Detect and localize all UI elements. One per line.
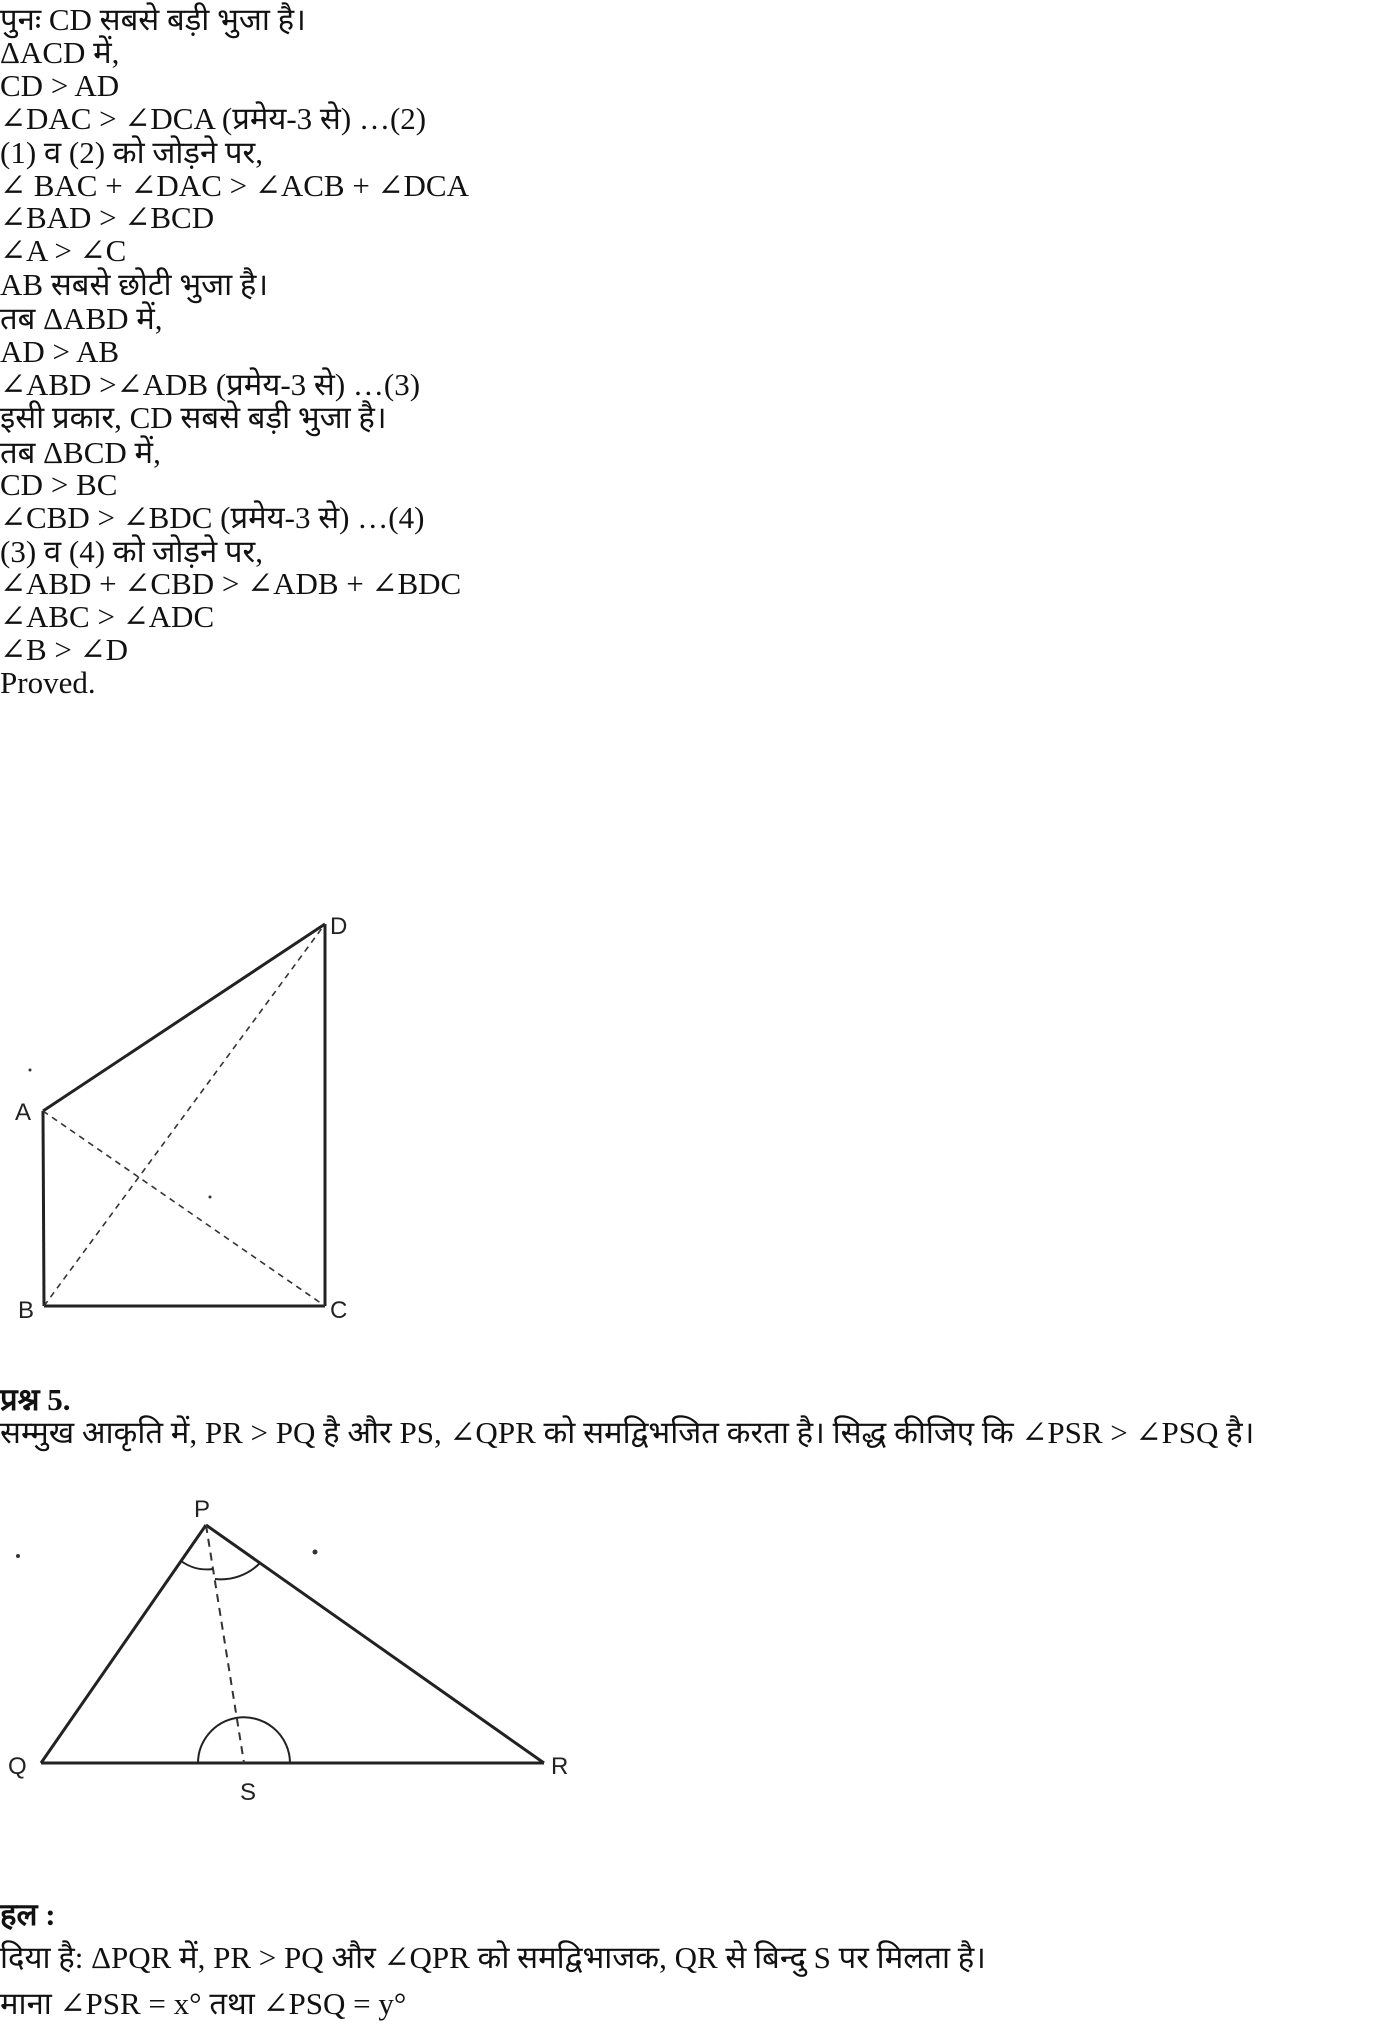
label-r: R — [551, 1753, 569, 1780]
solution-heading: हल : — [0, 1897, 56, 1932]
proof-line: पुनः CD सबसे बड़ी भुजा है। — [0, 2, 306, 37]
label-c: C — [330, 1297, 348, 1324]
angle-arc-spr — [215, 1563, 260, 1579]
proof-line: ∠ABC > ∠ADC — [0, 599, 215, 634]
proof-line: AB सबसे छोटी भुजा है। — [0, 267, 269, 302]
proof-line: AD > AB — [0, 334, 120, 369]
side-ad — [43, 924, 325, 1111]
triangle-figure — [0, 1480, 600, 1810]
angle-arc-psr — [236, 1717, 290, 1763]
label-s: S — [240, 1779, 257, 1806]
angle-arc-qps — [181, 1561, 213, 1569]
solution-let: माना ∠PSR = x° तथा ∠PSQ = y° — [0, 1986, 407, 2021]
proof-line: (1) व (2) को जोड़ने पर, — [0, 135, 263, 170]
label-q: Q — [8, 1753, 27, 1780]
proof-line: CD > AD — [0, 68, 120, 103]
bisector-ps — [206, 1525, 244, 1763]
proof-line: तब ΔABD में, — [0, 301, 163, 336]
angle-arc-qsp — [198, 1718, 236, 1763]
side-pr — [206, 1525, 544, 1763]
diagonal-ac — [43, 1111, 325, 1306]
side-ab — [43, 1111, 44, 1306]
proof-line: Proved. — [0, 665, 96, 700]
proof-line: CD > BC — [0, 467, 118, 502]
quadrilateral-figure — [0, 900, 380, 1330]
proof-line: (3) व (4) को जोड़ने पर, — [0, 534, 263, 569]
diagonal-bd — [44, 924, 325, 1306]
label-p: P — [194, 1496, 211, 1523]
proof-line: ∠ABD >∠ADB (प्रमेय-3 से) …(3) — [0, 367, 421, 402]
proof-line: तब ΔBCD में, — [0, 435, 161, 470]
solution-given: दिया है: ΔPQR में, PR > PQ और ∠QPR को समद्विभाजक, QR से बिन्दु S पर मिलता है। — [0, 1940, 986, 1975]
proof-line: ∠BAD > ∠BCD — [0, 200, 215, 235]
proof-line: ∠ABD + ∠CBD > ∠ADB + ∠BDC — [0, 566, 462, 601]
label-a: A — [15, 1099, 32, 1126]
proof-line: इसी प्रकार, CD सबसे बड़ी भुजा है। — [0, 400, 387, 435]
label-d: D — [330, 913, 348, 940]
proof-line: ∠A > ∠C — [0, 233, 127, 268]
proof-line: ∠ BAC + ∠DAC > ∠ACB + ∠DCA — [0, 168, 469, 203]
question-heading: प्रश्न 5. — [0, 1382, 71, 1417]
question-text: सम्मुख आकृति में, PR > PQ है और PS, ∠QPR को समद्विभजित करता है। सिद्ध कीजिए कि ∠PSR > ∠PSQ है। — [0, 1415, 1255, 1450]
label-b: B — [18, 1297, 35, 1324]
proof-line: ∠DAC > ∠DCA (प्रमेय-3 से) …(2) — [0, 101, 427, 136]
proof-line: ∠B > ∠D — [0, 632, 128, 667]
proof-line: ∠CBD > ∠BDC (प्रमेय-3 से) …(4) — [0, 500, 425, 535]
proof-line: ΔACD में, — [0, 35, 120, 70]
